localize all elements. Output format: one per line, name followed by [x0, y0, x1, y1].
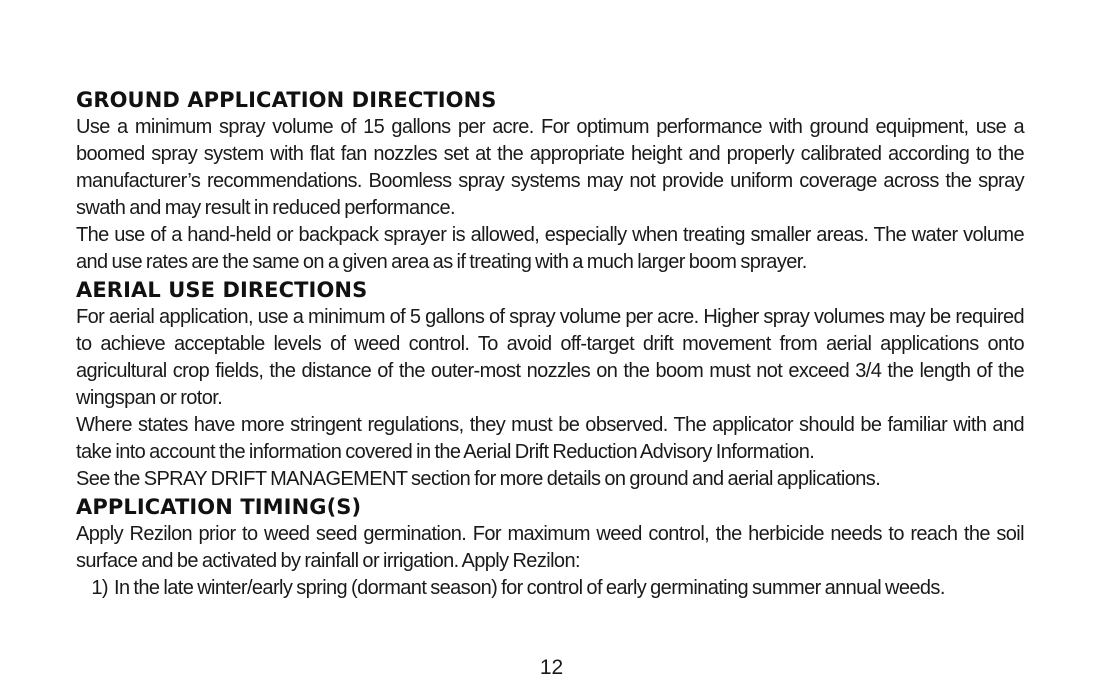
list-item-number: 1)	[91, 577, 108, 599]
paragraph-aerial-volume: For aerial application, use a minimum of 5 gallons of spray volume per acre. Higher spray volumes may be required to achieve acceptable levels of weed control. To avoid off-target drift movement from aerial applications onto agricultural crop fields, the distance of the outer-most nozzles on the boom must not exceed 3/4 the length of the wingspan or rotor.	[76, 306, 1024, 409]
heading-ground-application: GROUND APPLICATION DIRECTIONS	[76, 88, 497, 112]
paragraph-timing-intro: Apply Rezilon prior to weed seed germination. For maximum weed control, the herbicide needs to reach the soil surface and be activated by rainfall or irrigation. Apply Rezilon:	[76, 523, 1024, 572]
list-item	[76, 575, 1024, 602]
paragraph-ground-handheld: The use of a hand-held or backpack sprayer is allowed, especially when treating smaller areas. The water volume and use rates are the same on a given area as if treating with a much larger boom sprayer.	[76, 224, 1024, 273]
page-number: 12	[539, 656, 564, 679]
heading-application-timing: APPLICATION TIMING(S)	[76, 495, 362, 519]
document-page	[76, 86, 1024, 602]
list-item-text: In the late winter/early spring (dormant season) for control of early germinating summer annual weeds.	[114, 577, 945, 599]
paragraph-aerial-see-section: See the SPRAY DRIFT MANAGEMENT section for more details on ground and aerial applications.	[76, 468, 881, 490]
paragraph-ground-volume: Use a minimum spray volume of 15 gallons per acre. For optimum performance with ground equipment, use a boomed spray system with flat fan nozzles set at the appropriate height and properly calibrated according to the manufacturer’s recommendations. Boomless spray systems may not provide uniform coverage across the spray swath and may result in reduced performance.	[76, 116, 1024, 219]
paragraph-aerial-regulations: Where states have more stringent regulations, they must be observed. The applicator should be familiar with and take into account the information covered in the Aerial Drift Reduction Advisory Information.	[76, 414, 1024, 463]
heading-aerial-use: AERIAL USE DIRECTIONS	[76, 278, 368, 302]
